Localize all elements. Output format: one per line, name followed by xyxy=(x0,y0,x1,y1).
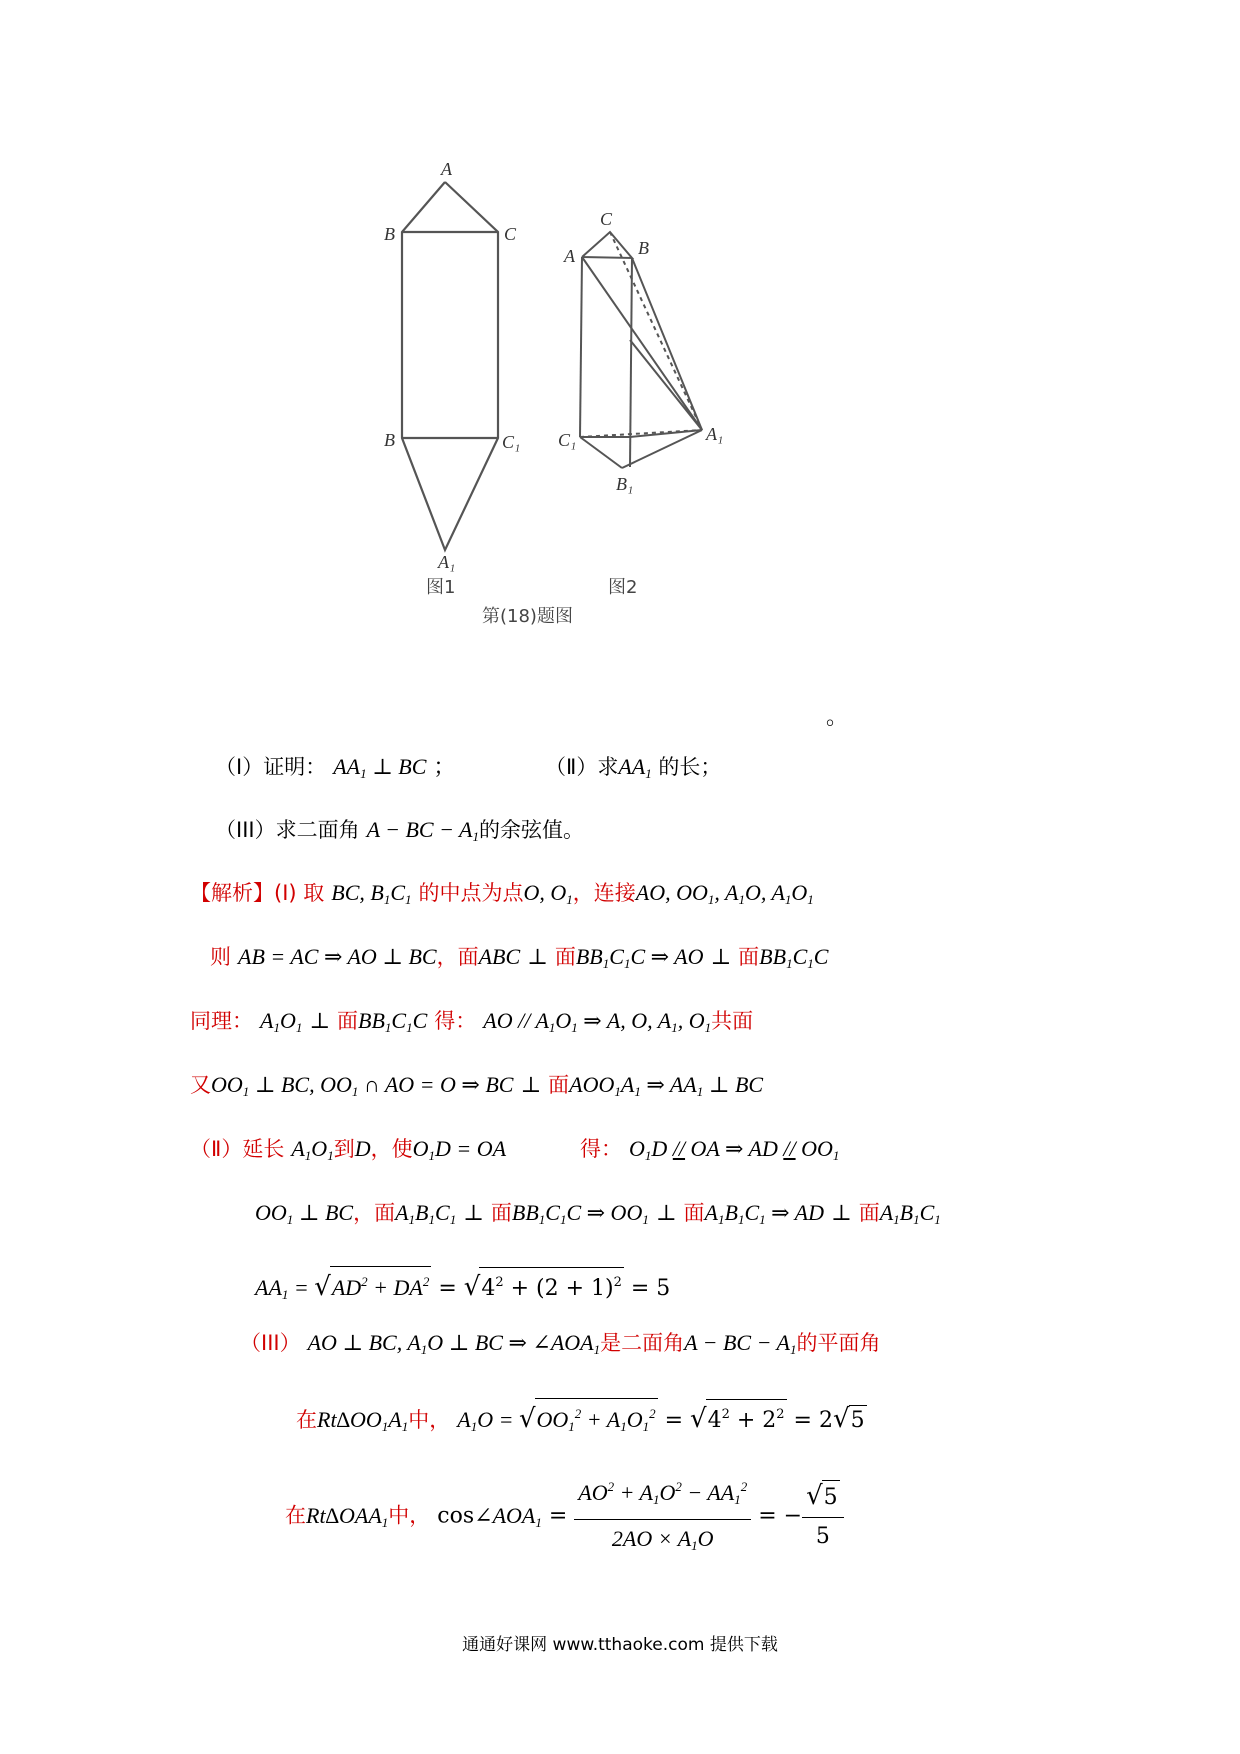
figure-diagram xyxy=(384,150,810,710)
solution-line-6: $OO_1$ ⊥ BC，面$A_1B_1C_1$ ⊥ 面$BB_1C_1C$ ⇒ $OO_1$ ⊥ 面$A_1B_1C_1$ ⇒ AD ⊥ 面$A_1B_1C_1$ xyxy=(255,1200,941,1227)
cosine-fraction: $\frac{AO^2 + A_1O^2 - AA_1^2}{2AO \times A_1O}$ xyxy=(574,1470,751,1563)
trailing-mark: 。 xyxy=(826,705,849,730)
fig1-point-b1: B xyxy=(384,430,395,450)
figure-2-shape xyxy=(580,232,702,468)
fig2-point-b: B xyxy=(638,238,649,258)
fig2-caption: 图2 xyxy=(608,577,638,598)
fig1-caption: 图1 xyxy=(426,577,456,598)
figure-main-caption: 第(18)题图 xyxy=(482,606,573,627)
question-2: （Ⅱ）求$AA_1$ 的长； xyxy=(545,754,722,781)
question-1: （Ⅰ）证明： $AA_1$ ⊥ BC ； xyxy=(215,754,456,781)
solution-line-10: 在$Rt\Delta OAA_1$中， $\cos\angle AOA_1$ = $\frac{AO^2 + A_1O^2 - AA_1^2}{2AO \times A_1O}$ = − $\frac{√5}{5}$ xyxy=(285,1470,844,1563)
solution-line-2: 则 AB = AC ⇒ AO ⊥ BC，面ABC ⊥ 面$BB_1C_1C$ ⇒ AO ⊥ 面$BB_1C_1C$ xyxy=(210,944,829,971)
fig1-point-a: A xyxy=(441,159,452,179)
fig1-point-a1: A₁ xyxy=(438,552,456,572)
solution-line-7: $AA_1 = √AD^2 + DA^2 = √4^2 + (2 + 1)^2 = 5$ xyxy=(255,1266,670,1310)
figure-area xyxy=(384,150,810,710)
fig1-point-b: B xyxy=(384,224,395,244)
fig1-point-c: C xyxy=(504,224,517,244)
solution-line-3: 同理： $A_1O_1$ ⊥ 面$BB_1C_1C$ 得： AO // $A_1O_1$ ⇒ A, O, $A_1$, $O_1$共面 xyxy=(190,1008,754,1035)
fig2-point-c: C xyxy=(600,209,613,229)
solution-line-4: 又$OO_1$ ⊥ BC, $OO_1$ ∩ AO = O ⇒ BC ⊥ 面$AOO_1A_1$ ⇒ $AA_1$ ⊥ BC xyxy=(190,1072,764,1099)
solution-line-8: （III） AO ⊥ BC, $A_1O$ ⊥ BC ⇒ $\angle AOA_1$是二面角A − BC − $A_1$的平面角 xyxy=(240,1330,881,1357)
fig1-point-c1: C₁ xyxy=(502,432,521,452)
page-footer: 通通好课网 www.tthaoke.com 提供下载 xyxy=(462,1635,778,1655)
fig2-point-a: A xyxy=(564,246,575,266)
figure-1-shape xyxy=(402,182,498,550)
solution-line-1: 【解析】(Ⅰ) 取 BC, $B_1C_1$ 的中点为点O, $O_1$，连接AO, $OO_1$, $A_1O$, $A_1O_1$ xyxy=(190,880,814,907)
fig2-point-b1: B₁ xyxy=(616,474,634,494)
solution-line-9: 在$Rt\Delta OO_1A_1$中， $A_1O = √OO_1^2 + A_1O_1^2 = √4^2 + 2^2 = 2√5$ xyxy=(296,1398,867,1442)
fig2-point-a1: A₁ xyxy=(706,424,724,444)
result-fraction: $\frac{√5}{5}$ xyxy=(802,1479,844,1554)
question-3: （III）求二面角 A − BC − $A_1$的余弦值。 xyxy=(215,817,584,844)
solution-line-5: （Ⅱ）延长 $A_1O_1$到D，使$O_1D$ = OA 得： $O_1D$ // OA ⇒ AD // $OO_1$ xyxy=(190,1136,840,1163)
fig2-point-c1: C₁ xyxy=(558,430,577,450)
